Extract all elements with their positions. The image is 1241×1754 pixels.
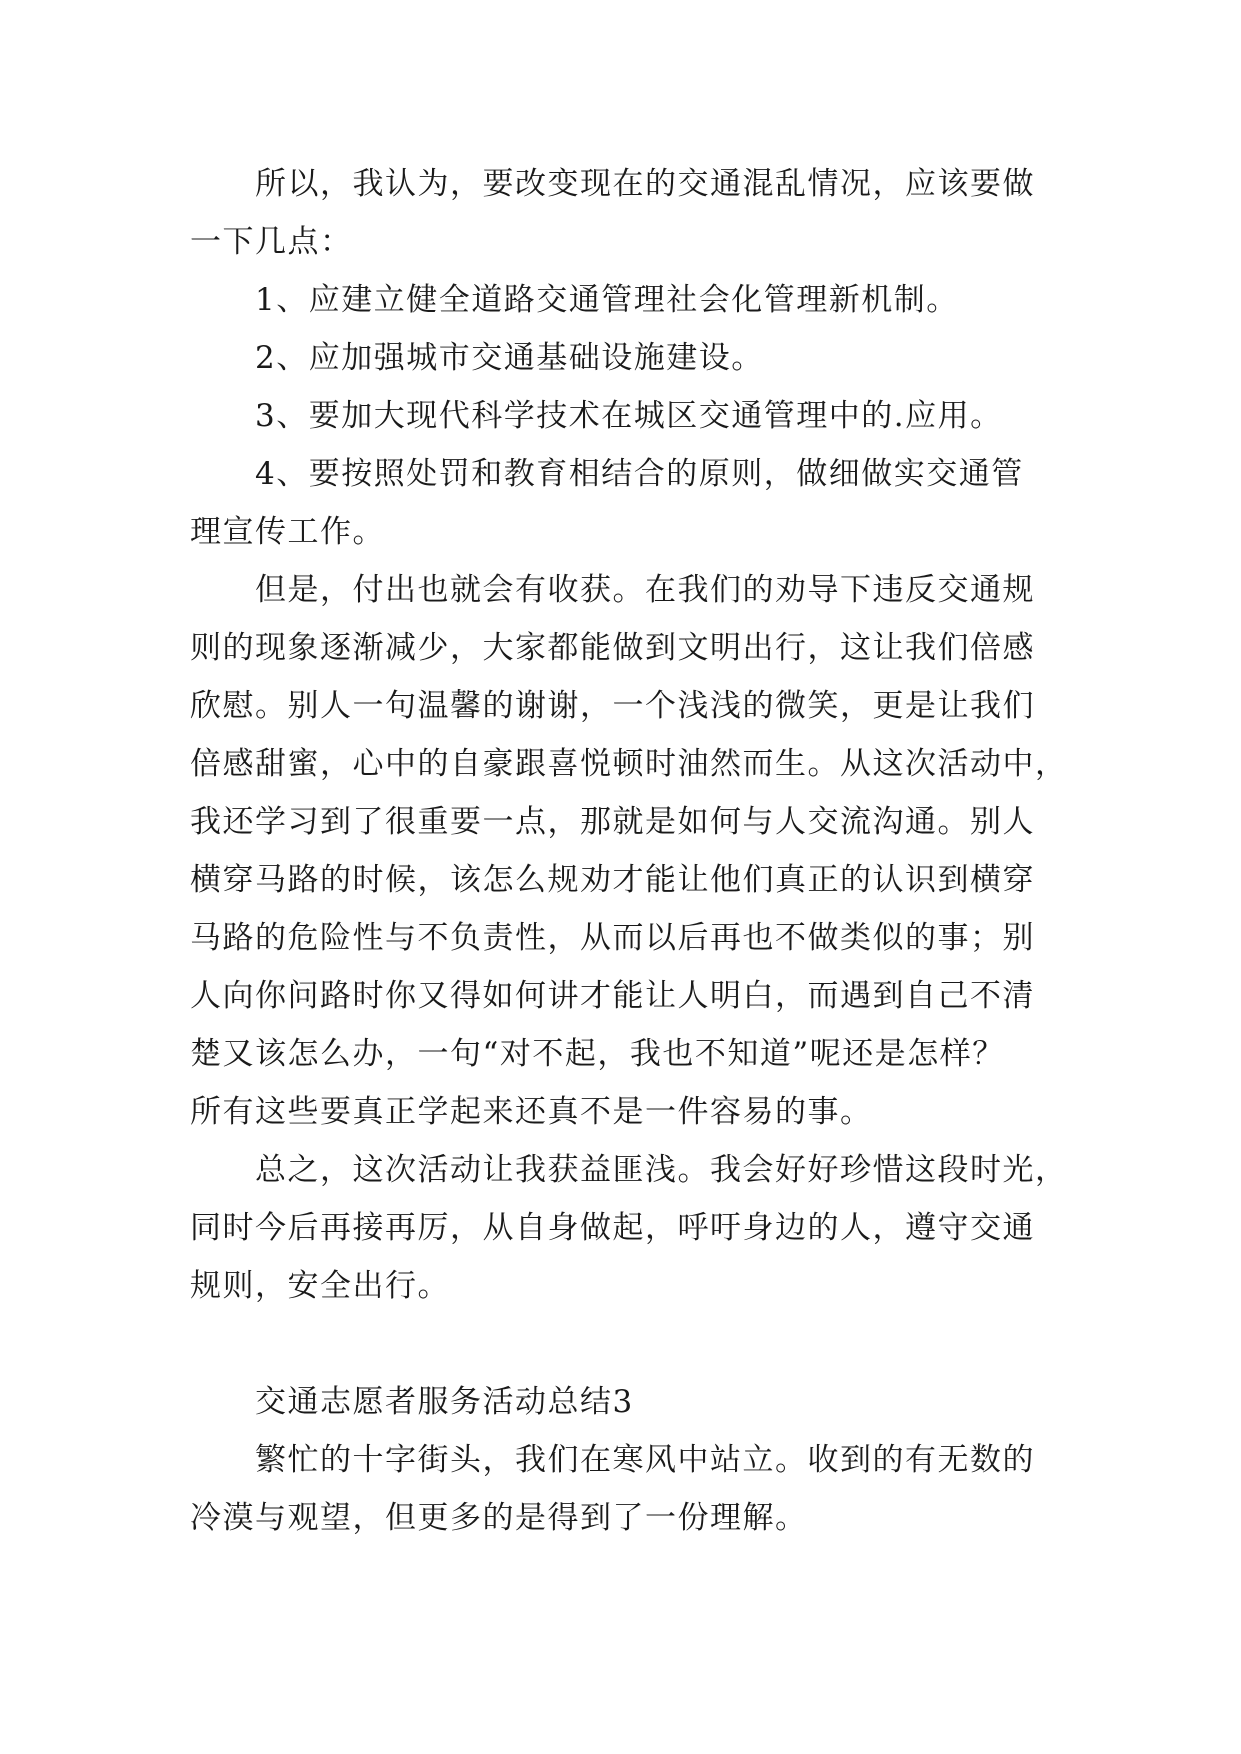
section-heading: 交通志愿者服务活动总结3 [255,1384,634,1420]
list-item: 3、要加大现代科学技术在城区交通管理中的.应用。 [255,398,1003,434]
list-item: 4、要按照处罚和教育相结合的原则，做细做实交通管 [255,456,1024,492]
paragraph-line: 倍感甜蜜，心中的自豪跟喜悦顿时油然而生。从这次活动中， [190,746,1068,782]
paragraph-line: 马路的危险性与不负责性，从而以后再也不做类似的事；别 [190,920,1035,956]
paragraph-line: 一下几点： [190,224,353,260]
paragraph-line: 则的现象逐渐减少，大家都能做到文明出行，这让我们倍感 [190,630,1035,666]
list-item: 1、应建立健全道路交通管理社会化管理新机制。 [255,282,959,318]
paragraph-line: 横穿马路的时候，该怎么规劝才能让他们真正的认识到横穿 [190,862,1035,898]
paragraph-line: 欣慰。别人一句温馨的谢谢，一个浅浅的微笑，更是让我们 [190,688,1035,724]
paragraph-line: 规则，安全出行。 [190,1268,450,1304]
paragraph-line: 所以，我认为，要改变现在的交通混乱情况，应该要做 [255,166,1035,202]
paragraph-line: 繁忙的十字街头，我们在寒风中站立。收到的有无数的 [255,1442,1035,1478]
paragraph-line: 总之，这次活动让我获益匪浅。我会好好珍惜这段时光， [255,1152,1068,1188]
paragraph-line: 我还学习到了很重要一点，那就是如何与人交流沟通。别人 [190,804,1035,840]
paragraph-line: 理宣传工作。 [190,514,385,550]
paragraph-line: 所有这些要真正学起来还真不是一件容易的事。 [190,1094,873,1130]
paragraph-line: 人向你问路时你又得如何讲才能让人明白，而遇到自己不清 [190,978,1035,1014]
paragraph-line: 楚又该怎么办，一句“对不起，我也不知道”呢还是怎样？ [190,1036,1005,1072]
paragraph-line: 但是，付出也就会有收获。在我们的劝导下违反交通规 [255,572,1035,608]
list-item: 2、应加强城市交通基础设施建设。 [255,340,764,376]
paragraph-line: 冷漠与观望，但更多的是得到了一份理解。 [190,1500,808,1536]
paragraph-line: 同时今后再接再厉，从自身做起，呼吁身边的人，遵守交通 [190,1210,1035,1246]
